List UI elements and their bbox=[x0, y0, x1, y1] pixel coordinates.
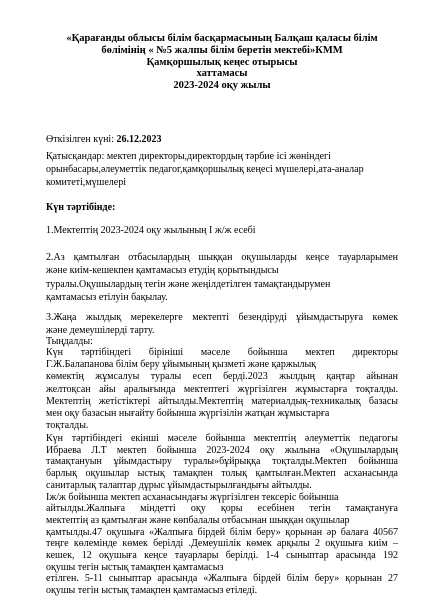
paragraph-line: айтылды.Жалпыға міндетті оқу қоры есебінен тегін тамақтануға bbox=[46, 503, 398, 515]
meeting-date bbox=[46, 134, 398, 146]
paragraph-line: мен оқу базасын нығайту бойынша жүргізілін жатқан жұмыстарға bbox=[46, 408, 330, 420]
agenda-item-line: 1.Мектептің 2023-2024 оқу жылының І ж/ж есебі bbox=[46, 225, 256, 236]
agenda-item-line: 3.Жаңа жылдық мерекелерге мектепті безендіруді ұйымдастыруға көмек bbox=[46, 312, 398, 323]
heard-paragraph-2 bbox=[46, 433, 398, 597]
participants bbox=[46, 151, 398, 189]
agenda-item-3 bbox=[46, 311, 398, 337]
paragraph-line: етілген. 5-11 сыныптар арасында «Жалпыға бірдей білім беру» қорынан 27 bbox=[46, 573, 398, 585]
meeting-date-value: 26.12.2023 bbox=[116, 134, 162, 145]
paragraph-line: Күн тәртібіндегі бірініші мәселе бойынша мектеп директоры bbox=[46, 347, 398, 358]
paragraph-line: оқушы тегін ыстық тамақпен қамтамасыз етіледі. bbox=[46, 585, 258, 597]
paragraph-line: Ибраева Л.Т мектеп бойынша 2023-2024 оқу жылына «Оқушылардың bbox=[46, 444, 398, 456]
paragraph-line: желтоқсан айы аралығында мектептегі жүргізілген жұмыстарға тоқталды. bbox=[46, 383, 398, 395]
paragraph-line: санитарлық талаптар дұрыс ұйымдастырылғандығы айтылды. bbox=[46, 479, 312, 491]
heard-heading: Тыңдалды: bbox=[46, 336, 93, 347]
paragraph-line: мектептің аз қамтылған және көпбалалы отбасынан шыққан оқушылар bbox=[46, 514, 350, 526]
document-header bbox=[46, 33, 398, 92]
participants-line: Қатысқандар: мектеп директоры,директордың тәрбие ісі жөніндегі bbox=[46, 151, 331, 162]
paragraph-line: оқушы тегін ыстық тамақпен қамтамасыз bbox=[46, 561, 224, 573]
meeting-date-label: Өткізілген күні: bbox=[46, 134, 114, 145]
header-line: «Қарағанды облысы білім басқармасының Балқаш қаласы білім bbox=[66, 33, 378, 44]
paragraph-line: қамтылды.47 оқушыға «Жалпыға бірдей білім беру» қорынан әр балаға 40567 bbox=[46, 526, 398, 538]
agenda-item-line: қамтамасыз етілуін бақылау. bbox=[46, 291, 168, 303]
header-line: Қамқоршылық кеңес отырысы bbox=[146, 56, 298, 68]
paragraph-line: Күн тәртібіндегі екінші мәселе бойынша мектептің әлеуметтік педагогы bbox=[46, 433, 398, 444]
agenda-item-line: туралы.Оқушылардың тегін және жеңілдетілген тамақтандырумен bbox=[46, 278, 331, 290]
paragraph-line: теңге көлемінде көмек берілді .Демеушілік көмек арқылы 2 оқушыға киім – bbox=[46, 538, 398, 550]
header-line: хаттамасы bbox=[196, 68, 248, 80]
paragraph-line: тамақтануын ұйымдастыру туралы»бұйрыққа тоқталды.Мектеп бойынша bbox=[46, 456, 398, 468]
participants-line: орынбасары,әлеуметтік педагог,қамқоршылық кеңесі мүшелері,ата-аналар bbox=[46, 163, 364, 175]
header-line: бөлімінің « №5 жалпы білім беретін мектебі»КММ bbox=[101, 44, 343, 56]
agenda-item-line: және демеушілерді тарту. bbox=[46, 325, 155, 336]
agenda-item-line: және киім-кешекпен қамтамасыз етудің қорытындысы bbox=[46, 265, 279, 277]
paragraph-line: көмектің жұмсалуы туралы есеп берді.2023 жылдың қаңтар айынан bbox=[46, 371, 398, 383]
paragraph-line: Г.Ж.Балапанова білім беру ұйымының қызметі және қаржылық bbox=[46, 359, 317, 371]
paragraph-line: кешек, 12 оқушыға кеңсе тауарлары берілді. 1-4 сыныптар арасында 192 bbox=[46, 550, 398, 562]
agenda-item-line: 2.Аз қамтылған отбасылардың шыққан оқушыларды кеңсе тауарларымен bbox=[46, 252, 398, 263]
heard-paragraph-1 bbox=[46, 347, 398, 432]
agenda-item-2 bbox=[46, 251, 398, 304]
header-line: 2023-2024 оқу жылы bbox=[173, 80, 271, 92]
agenda-item-1 bbox=[46, 225, 398, 237]
paragraph-line: барлық оқушылар ыстық тамақпен толық қамтылған.Мектеп асханасында bbox=[46, 468, 398, 480]
paragraph-line: тоқталды. bbox=[46, 420, 89, 432]
paragraph-line: Мектептің жетістіктері айтылды.Мектептің материалдық-техникалық базасы bbox=[46, 395, 398, 407]
agenda-heading: Күн тәртібінде: bbox=[46, 202, 116, 213]
participants-line: комитеті,мүшелері bbox=[46, 176, 126, 188]
paragraph-line: Іж/ж бойынша мектеп асханасындағы жүргізілген тексеріс бойынша bbox=[46, 491, 339, 503]
